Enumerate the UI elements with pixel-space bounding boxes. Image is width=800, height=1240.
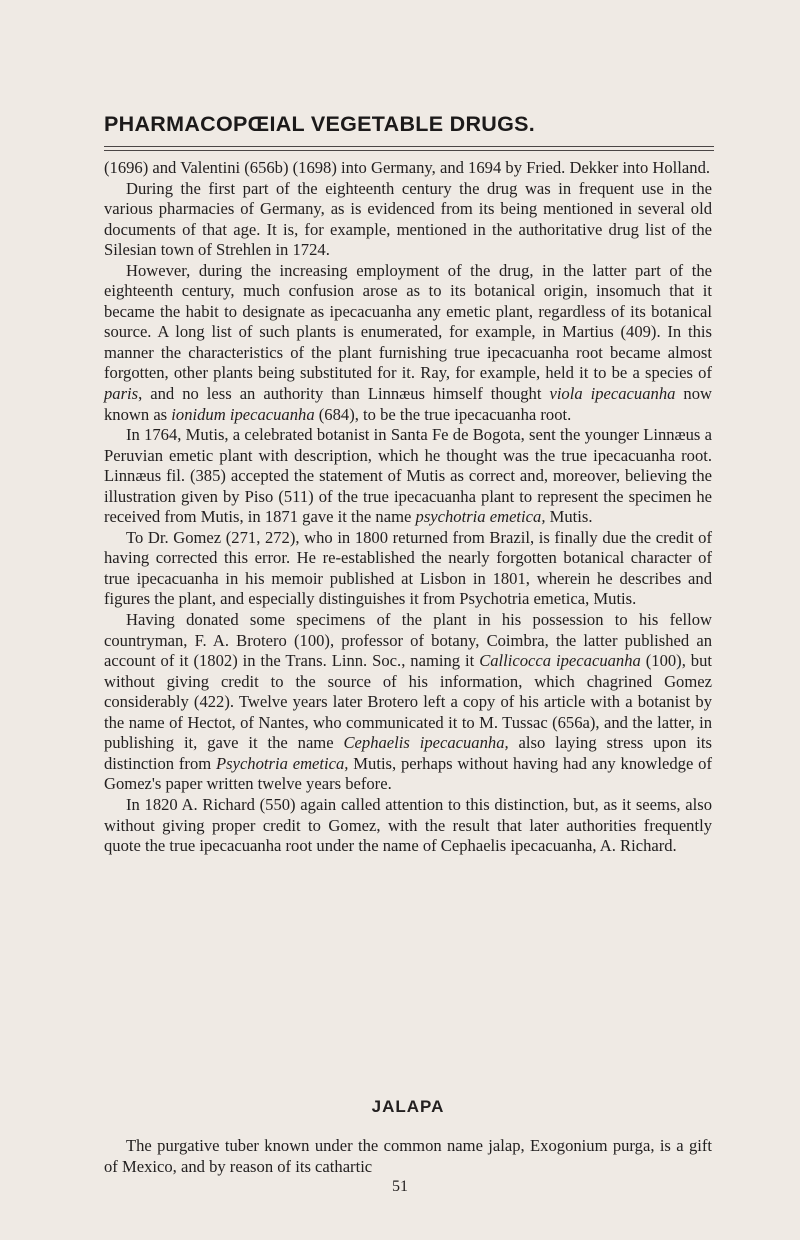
page-number: 51 — [392, 1178, 408, 1195]
section-heading: JALAPA — [371, 1097, 445, 1116]
text-run: , and no less an authority than Linnæus himself thought — [138, 384, 550, 404]
italic-term: viola ipecacuanha — [549, 384, 676, 404]
body-paragraph — [104, 795, 712, 857]
body-paragraph — [104, 158, 712, 179]
text-run: During the first part of the eighteenth century the drug was in frequent use in the various pharmacies of Germany, as is evidenced from its being mentioned in several old documents of that age. It is, for example, mentioned in the authoritative drug list of the Silesian town of Strehlen in 1724. — [104, 178, 712, 260]
running-head: PHARMACOPŒIAL VEGETABLE DRUGS. — [104, 112, 536, 136]
text-run: Having donated some specimens of the plant in his possession to his fellow countryman, F. A. Brotero (100), professor of botany, Coimbra, the latter published an account of it (1802) in the Trans. Linn. Soc., naming it — [104, 610, 712, 671]
body-paragraph — [104, 528, 712, 610]
body-paragraph — [104, 179, 712, 261]
text-run: Mutis, perhaps without having had any knowledge of Gomez's paper written twelve years before. — [104, 753, 712, 794]
text-run: Mutis. — [545, 507, 593, 527]
text-run: However, during the increasing employment of the drug, in the latter part of the eighteenth century, much confusion arose as to its botanical origin, insomuch that it became the habit to designate as ipecacuanha any emetic plant, regardless of its botanical source. A long list of such plants is enumerated, for example, in Martius (409). In this manner the characteristics of the plant furnishing true ipecacuanha root became almost forgotten, other plants being substituted for it. Ray, for example, held it to be a species of — [104, 260, 712, 383]
italic-term: Cephaelis ipecacuanha, — [343, 733, 509, 753]
header-rule-bottom — [104, 150, 714, 151]
italic-term: Callicocca ipecacuanha — [479, 651, 641, 671]
body-paragraph — [104, 261, 712, 425]
text-run: In 1764, Mutis, a celebrated botanist in Santa Fe de Bogota, sent the younger Linnæus a Peruvian emetic plant with description, which he thought was the true ipecacuanha root. Linnæus fil. (385) accepted the statement of Mutis as correct and, moreover, believing the illustration given by Piso (511) of the true ipecacuanha plant to represent the specimen he received from Mutis, in 1871 gave it the name — [104, 425, 712, 527]
italic-term: psychotria emetica, — [415, 507, 546, 527]
italic-term: ionidum ipecacuanha — [171, 404, 315, 424]
text-run: In 1820 A. Richard (550) again called attention to this distinction, but, as it seems, also without giving proper credit to Gomez, with the result that later authorities frequently quote the true ipecacuanha root under the name of Cephaelis ipecacuanha, A. Richard. — [104, 794, 712, 856]
section-text — [104, 1136, 712, 1177]
text-run: To Dr. Gomez (271, 272), who in 1800 returned from Brazil, is finally due the credit of having corrected this error. He re-established the nearly forgotten botanical character of true ipecacuanha in his memoir published at Lisbon in 1801, wherein he describes and figures the plant, and especially distinguishes it from Psychotria emetica, Mutis. — [104, 527, 712, 609]
italic-term: paris — [104, 384, 139, 404]
body-paragraph — [104, 425, 712, 528]
text-run: (1696) and Valentini (656b) (1698) into Germany, and 1694 by Fried. Dekker into Holland. — [104, 158, 711, 177]
section-paragraph: The purgative tuber known under the common name jalap, Exogonium purga, is a gift of Mexico, and by reason of its cathartic — [104, 1136, 712, 1176]
italic-term: Psychotria emetica, — [215, 753, 349, 773]
text-run: (684), to be the true ipecacuanha root. — [314, 404, 572, 424]
body-paragraph — [104, 610, 712, 795]
text-run: now known as — [104, 384, 712, 424]
body-text — [104, 158, 712, 857]
text-run: also laying stress upon its distinction from — [104, 733, 712, 773]
header-rule-top — [104, 146, 714, 147]
text-run: (100), but without giving credit to the source of his information, which chagrined Gomez considerably (422). Twelve years later Brotero left a copy of his article with a botanist by the name of Hectot, of Nantes, who communicated it to M. Tussac (656a), and the latter, in publishing it, gave it the name — [104, 651, 712, 753]
